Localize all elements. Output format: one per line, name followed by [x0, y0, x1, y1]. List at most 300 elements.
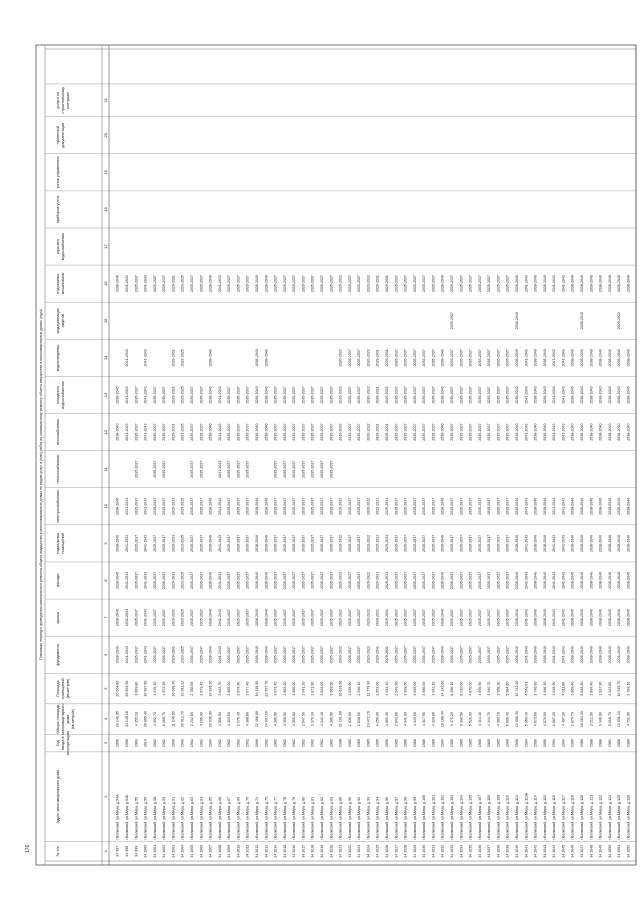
column-header-label: № п/п [56, 846, 60, 857]
row-period: 2035-2037 [357, 534, 362, 552]
row-period: 2035-2037 [412, 386, 417, 404]
row-period: 2035-2037 [394, 275, 399, 293]
row-total-area: 21 161,80 [338, 711, 343, 728]
row-period: 2023-2025 [180, 497, 185, 515]
row-period: 2035-2037 [422, 386, 427, 404]
row-number: 34 1040 [514, 844, 519, 858]
row-period: 2041-2043 [552, 534, 557, 552]
row-period: 2020-2022 [366, 349, 371, 367]
row-address: г.Волжский, ул.Мира, д.80 [301, 796, 306, 840]
row-period: 2035-2037 [505, 609, 510, 627]
row-period: 2038-2040 [533, 349, 538, 367]
row-period: 2035-2037 [487, 571, 492, 590]
row-period: 2038-2040 [208, 497, 213, 515]
row-period: 2038-2040 [589, 646, 594, 664]
row-total-area: 16 188,40 [440, 711, 445, 728]
row-period: 2038-2040 [570, 646, 575, 664]
row-period: 2038-2040 [607, 497, 612, 515]
row-year: 1995 [375, 739, 380, 748]
column-header-label: многоквартирного [61, 703, 65, 735]
row-period: 2038-2040 [542, 571, 547, 590]
row-period: 2041-2043 [561, 349, 566, 367]
row-period: 2041-2043 [124, 423, 129, 441]
row-period: 2035-2037 [403, 609, 408, 627]
row-period: 2038-2040 [579, 386, 584, 404]
row-address: г.Волжский, ул.Мира, д.101 [431, 794, 436, 840]
row-room-area: 3 673,45 [199, 681, 204, 696]
row-period: 2035-2037 [319, 571, 324, 590]
row-period: 2035-2037 [431, 609, 436, 627]
row-period: 2038-2040 [589, 349, 594, 367]
column-number: 15 [103, 318, 108, 323]
row-period: 2035-2037 [301, 386, 306, 404]
row-period: 2035-2037 [236, 571, 241, 590]
row-period: 2035-2037 [449, 349, 454, 367]
row-address: г.Волжский, ул.Мира, д.105 [468, 794, 473, 840]
row-number: 34 1002 [162, 844, 167, 858]
row-number: 34 1012 [254, 844, 259, 858]
row-year: 1962 [189, 739, 194, 748]
row-period: 2041-2043 [217, 460, 222, 478]
row-total-area: 13 591,10 [617, 711, 622, 728]
row-total-area: 4 344,70 [487, 712, 492, 727]
row-period: 2035-2037 [357, 646, 362, 664]
row-period: 2038-2040 [626, 275, 631, 293]
row-period: 2029-2031 [384, 349, 389, 367]
row-period: 2029-2031 [375, 386, 380, 404]
row-period: 2035-2037 [496, 609, 501, 627]
row-period: 2035-2037 [347, 497, 352, 515]
row-number: 34 1019 [319, 844, 324, 858]
row-period: 2038-2040 [542, 646, 547, 664]
row-period: 2038-2040 [598, 275, 603, 293]
row-period: 2038-2040 [617, 571, 622, 590]
column-header-label: приборов учета [56, 195, 60, 224]
row-period: 2038-2040 [617, 423, 622, 441]
row-total-area: 5 526,00 [468, 712, 473, 727]
row-address: г.Волжский, ул.Мира, д.79 [292, 796, 297, 840]
row-period: 2035-2037 [505, 646, 510, 664]
row-period: 2035-2037 [403, 386, 408, 404]
row-period: 2029-2031 [171, 534, 176, 552]
row-period: 2038-2040 [264, 646, 269, 664]
row-period: 2041-2043 [124, 497, 129, 515]
row-address: г.Волжский, ул.Мира, д.62 [180, 796, 185, 840]
row-period: 2023-2025 [180, 349, 185, 367]
row-period: 2035-2037 [394, 497, 399, 515]
row-period: 2038-2040 [626, 571, 631, 590]
row-number: 34 998 [124, 845, 129, 857]
column-number: 12 [103, 429, 108, 435]
row-year: 1986 [422, 739, 427, 748]
column-header-label: (кв.метров) [71, 709, 75, 730]
row-address: г.Волжский, ул.Мира, д.81 [310, 796, 315, 840]
column-number: 8 [103, 579, 108, 582]
row-period: 2035-2037 [459, 386, 464, 404]
row-total-area: 4 339,80 [431, 712, 436, 727]
row-period: 2041-2043 [524, 646, 529, 664]
row-period: 2029-2031 [375, 497, 380, 515]
row-period: 2038-2040 [598, 609, 603, 627]
column-header-label: холодного [56, 385, 60, 404]
row-period: 2023-2025 [180, 275, 185, 293]
row-period: 2038-2040 [570, 609, 575, 627]
row-total-area: 4 388,80 [245, 712, 250, 727]
row-period: 2038-2040 [264, 275, 269, 293]
row-room-area: 14 999,30 [208, 680, 213, 697]
row-room-area: 3 622,00 [319, 681, 324, 696]
row-address: г.Волжский, ул.Мира, д.64 [199, 796, 204, 840]
column-header-label: теплоснабжения [56, 454, 60, 484]
row-period: 2035-2037 [412, 609, 417, 627]
column-header-label: проектной [56, 126, 60, 145]
column-number: 4 [103, 718, 108, 721]
row-year: 1990 [542, 739, 547, 748]
row-period: 2038-2040 [208, 386, 213, 404]
row-address: г.Волжский, ул.Мира, д.108 [487, 794, 492, 840]
row-room-area: 8 266,10 [449, 681, 454, 696]
row-period: 2035-2037 [496, 386, 501, 404]
row-period: 2038-2040 [533, 386, 538, 404]
row-period: 2041-2043 [143, 497, 148, 515]
column-header-label: водоснабжения [61, 381, 65, 409]
row-period: 2038-2040 [570, 423, 575, 441]
column-header-label: ввода в [61, 736, 65, 750]
row-total-area: 5 669,40 [524, 712, 529, 727]
row-period: 2038-2040 [570, 571, 575, 590]
row-room-area: 2 546,10 [357, 681, 362, 696]
row-period: 2038-2040 [533, 534, 538, 552]
row-period: 2035-2037 [162, 646, 167, 664]
row-address: г.Волжский, ул.Мира, д.55 [134, 796, 139, 840]
column-number: 7 [103, 616, 108, 619]
row-number: 34 1032 [440, 844, 445, 858]
row-period: 2035-2037 [449, 275, 454, 293]
row-period: 2038-2040 [579, 423, 584, 441]
row-period: 2035-2037 [189, 609, 194, 627]
row-room-area: 2 894,40 [589, 681, 594, 696]
column-number: 9 [103, 542, 108, 545]
row-period: 2023-2025 [180, 534, 185, 552]
row-room-area: 2 871,90 [310, 681, 315, 696]
row-period: 2041-2043 [524, 275, 529, 293]
row-period: 2041-2043 [124, 534, 129, 552]
row-number: 34 1025 [375, 844, 380, 858]
column-header-label: лифтов [61, 314, 65, 328]
row-period: 2029-2031 [171, 386, 176, 404]
row-period: 2035-2037 [422, 609, 427, 627]
row-period: 2038-2040 [607, 646, 612, 664]
row-year: 1996 [254, 739, 259, 748]
row-period: 2035-2037 [403, 275, 408, 293]
row-period: 2020-2022 [338, 497, 343, 515]
row-period: 2038-2040 [440, 349, 445, 367]
column-header-label: крыши [56, 611, 60, 624]
row-period: 2038-2040 [514, 275, 519, 293]
row-period: 2038-2040 [533, 646, 538, 664]
row-period: 2035-2037 [422, 646, 427, 664]
row-period: 2035-2037 [189, 275, 194, 293]
row-period: 2035-2037 [477, 497, 482, 515]
row-year: 2014 [143, 739, 148, 748]
row-year: 1986 [412, 739, 417, 748]
row-period: 2035-2037 [245, 571, 250, 590]
row-period: 2035-2037 [301, 460, 306, 478]
row-period: 2038-2040 [264, 497, 269, 515]
row-period: 2041-2043 [143, 349, 148, 367]
row-year: 1998 [124, 739, 129, 748]
row-period: 2038-2040 [617, 646, 622, 664]
row-year: 1986 [431, 739, 436, 748]
row-year: 1990 [570, 739, 575, 748]
row-period: 2029-2031 [171, 275, 176, 293]
row-room-area: 2 788,65 [189, 681, 194, 696]
row-room-area: 3 958,20 [496, 681, 501, 696]
row-period: 2038-2040 [589, 609, 594, 627]
row-period: 2035-2037 [319, 423, 324, 441]
row-year: 1994 [208, 739, 213, 748]
row-period: 2035-2037 [199, 386, 204, 404]
row-period: 2035-2037 [282, 423, 287, 441]
row-room-area: 3 956,00 [422, 681, 427, 696]
row-period: 2035-2037 [505, 275, 510, 293]
row-period: 2029-2031 [384, 609, 389, 627]
row-number: 34 1046 [570, 844, 575, 858]
row-period: 2038-2040 [617, 497, 622, 515]
row-period: 2041-2043 [524, 534, 529, 552]
row-period: 2035-2037 [199, 460, 204, 478]
row-period: 2035-2037 [468, 497, 473, 515]
row-address: г.Волжский, ул.Мира, д.69 [236, 796, 241, 840]
row-period: 2035-2037 [487, 386, 492, 404]
row-period: 2035-2037 [189, 460, 194, 478]
row-room-area: 3 665,00 [292, 681, 297, 696]
column-header-label: дома [66, 714, 70, 724]
row-period: 2035-2037 [134, 460, 139, 478]
row-period: 2038-2040 [208, 423, 213, 441]
row-period: 2035-2037 [227, 646, 232, 664]
column-header-label: (кв.метров) [66, 678, 70, 699]
page-number: 176 [25, 844, 31, 853]
row-period: 2035-2037 [236, 386, 241, 404]
row-address: г.Волжский, ул.Мира, д.58 [152, 796, 157, 840]
row-number: 34 1021 [338, 844, 343, 858]
row-period: 2038-2040 [208, 275, 213, 293]
row-period: 2035-2037 [459, 423, 464, 441]
row-year: 1962 [162, 739, 167, 748]
row-period: 2020-2022 [366, 275, 371, 293]
row-total-area: 2 843,90 [394, 712, 399, 727]
row-period: 2038-2040 [570, 386, 575, 404]
row-period: 2038-2040 [542, 423, 547, 441]
row-period: 2038-2040 [115, 386, 120, 404]
row-address: г.Волжский, ул.Мира, д.104 [459, 794, 464, 840]
row-period: 2023-2025 [180, 609, 185, 627]
row-period: 2035-2037 [310, 423, 315, 441]
row-period: 2038-2040 [589, 275, 594, 293]
row-period: 2035-2037 [301, 275, 306, 293]
row-period: 2029-2031 [375, 275, 380, 293]
row-period: 2038-2040 [570, 275, 575, 293]
row-room-area: 3 940,70 [487, 681, 492, 696]
row-period: 2035-2037 [468, 646, 473, 664]
column-header-label: механизмов [61, 272, 65, 295]
row-period: 2035-2037 [301, 423, 306, 441]
row-period: 2038-2040 [598, 497, 603, 515]
row-period: 2035-2037 [227, 423, 232, 441]
row-period: 2038-2040 [607, 275, 612, 293]
row-period: 2035-2037 [459, 349, 464, 367]
column-header-label: Общая площадь [56, 704, 60, 734]
row-period: 2035-2037 [189, 571, 194, 590]
row-period: 2035-2037 [477, 609, 482, 627]
row-address: г.Волжский, ул.Мира, д.109 [496, 794, 501, 840]
row-period: 2041-2043 [552, 423, 557, 441]
row-period: 2038-2040 [607, 534, 612, 552]
row-period: 2038-2040 [579, 534, 584, 552]
column-number: 17 [103, 244, 108, 249]
row-period: 2035-2037 [245, 423, 250, 441]
row-period: 2035-2037 [394, 386, 399, 404]
row-period: 2035-2037 [394, 534, 399, 552]
row-total-area: 9 360,50 [459, 712, 464, 727]
row-total-area: 4 295,90 [199, 712, 204, 727]
row-period: 2035-2037 [394, 646, 399, 664]
row-room-area: 3 942,10 [431, 681, 436, 696]
row-period: 2038-2040 [542, 275, 547, 293]
row-number: 34 1037 [487, 844, 492, 858]
row-room-area: 16 997,90 [143, 680, 148, 697]
row-year: 1998 [514, 739, 519, 748]
row-period: 2035-2037 [403, 349, 408, 367]
row-period: 2038-2040 [617, 534, 622, 552]
row-total-area: 3 346,90 [598, 712, 603, 727]
row-period: 2035-2037 [505, 571, 510, 590]
row-period: 2038-2040 [440, 497, 445, 515]
row-number: 34 1000 [143, 844, 148, 858]
row-address: г.Волжский, ул.Мира, д.63 [189, 796, 194, 840]
row-period: 2035-2037 [282, 460, 287, 478]
row-period: 2035-2037 [347, 534, 352, 552]
row-number: 34 1004 [180, 844, 185, 858]
row-period: 2035-2037 [245, 646, 250, 664]
row-period: 2035-2037 [292, 460, 297, 478]
row-period: 2035-2037 [477, 275, 482, 293]
row-period: 2035-2037 [199, 571, 204, 590]
row-period: 2038-2040 [533, 275, 538, 293]
row-year: 1985 [477, 739, 482, 748]
row-period: 2038-2040 [617, 609, 622, 627]
row-period: 2035-2037 [347, 571, 352, 590]
row-period: 2041-2043 [561, 571, 566, 590]
row-number: 34 1051 [617, 844, 622, 858]
row-period: 2038-2040 [514, 386, 519, 404]
row-period: 2029-2031 [384, 497, 389, 515]
row-period: 2035-2037 [282, 609, 287, 627]
row-period: 2035-2037 [162, 423, 167, 441]
row-total-area: 6 366,70 [162, 712, 167, 727]
row-number: 34 1024 [366, 844, 371, 858]
row-period: 2035-2037 [431, 423, 436, 441]
row-period: 2035-2037 [245, 534, 250, 552]
row-period: 2038-2040 [542, 534, 547, 552]
row-period: 2035-2037 [449, 423, 454, 441]
row-period: 2038-2040 [617, 386, 622, 404]
row-period: 2035-2037 [152, 386, 157, 404]
row-address: г.Волжский, ул.Мира, д.115 [542, 795, 547, 840]
row-period: 2035-2037 [505, 497, 510, 515]
row-number: 34 1029 [412, 844, 417, 858]
row-address: г.Волжский, ул.Мира, д.107 [477, 794, 482, 840]
column-header-label: фасада [56, 573, 60, 588]
row-year: 1988 [589, 739, 594, 748]
row-period: 2020-2022 [338, 349, 343, 367]
row-period: 2038-2040 [264, 349, 269, 367]
row-period: 2038-2040 [514, 609, 519, 627]
row-total-area: 2 547,50 [301, 712, 306, 727]
row-period: 2035-2037 [468, 349, 473, 367]
row-total-area: 4 876,80 [542, 712, 547, 727]
row-period: 2038-2040 [264, 386, 269, 404]
row-period: 2038-2040 [579, 312, 584, 330]
row-address: г.Волжский, ул.Мира, д.97 [394, 796, 399, 840]
row-period: 2035-2037 [236, 497, 241, 515]
row-number: 34 999 [134, 845, 139, 857]
row-period: 2035-2037 [329, 423, 334, 441]
row-room-area: 2 549,30 [394, 681, 399, 696]
row-number: 34 1047 [579, 844, 584, 858]
row-period: 2020-2022 [366, 534, 371, 552]
row-period: 2038-2040 [115, 275, 120, 293]
row-period: 2038-2040 [514, 423, 519, 441]
row-period: 2038-2040 [579, 571, 584, 590]
row-address: г.Волжский, ул.Мира, д.67 [227, 796, 232, 840]
row-period: 2020-2022 [338, 609, 343, 627]
row-year: 1995 [384, 739, 389, 748]
row-period: 2035-2037 [301, 534, 306, 552]
row-period: 2035-2037 [319, 609, 324, 627]
row-period: 2035-2037 [487, 609, 492, 627]
row-period: 2035-2037 [496, 571, 501, 590]
row-room-area: 10 732,40 [514, 680, 519, 697]
row-total-area: 22 466,80 [254, 711, 259, 728]
row-room-area: 3 793,10 [626, 681, 631, 696]
row-period: 2041-2043 [143, 646, 148, 664]
row-period: 2038-2040 [514, 646, 519, 664]
row-period: 2041-2043 [143, 386, 148, 404]
row-period: 2035-2037 [449, 534, 454, 552]
row-year: 1986 [505, 739, 510, 748]
row-number: 34 1041 [524, 844, 529, 858]
row-total-area: 13 472,70 [366, 711, 371, 728]
row-year: 1962 [236, 739, 241, 748]
row-period: 2035-2037 [319, 275, 324, 293]
row-number: 34 997 [115, 845, 120, 857]
row-room-area: 2 874,90 [236, 681, 241, 696]
row-period: 2035-2037 [505, 534, 510, 552]
column-header-label: Год [56, 740, 60, 747]
row-period: 2038-2040 [542, 386, 547, 404]
row-period: 2035-2037 [347, 423, 352, 441]
row-total-area: 3 212,50 [589, 712, 594, 727]
row-period: 2041-2043 [561, 609, 566, 627]
row-number: 34 1023 [357, 844, 362, 858]
row-period: 2041-2043 [217, 571, 222, 590]
row-period: 2035-2037 [403, 534, 408, 552]
row-period: 2038-2040 [514, 349, 519, 367]
row-year: 1963 [134, 739, 139, 748]
row-year: 1985 [459, 739, 464, 748]
